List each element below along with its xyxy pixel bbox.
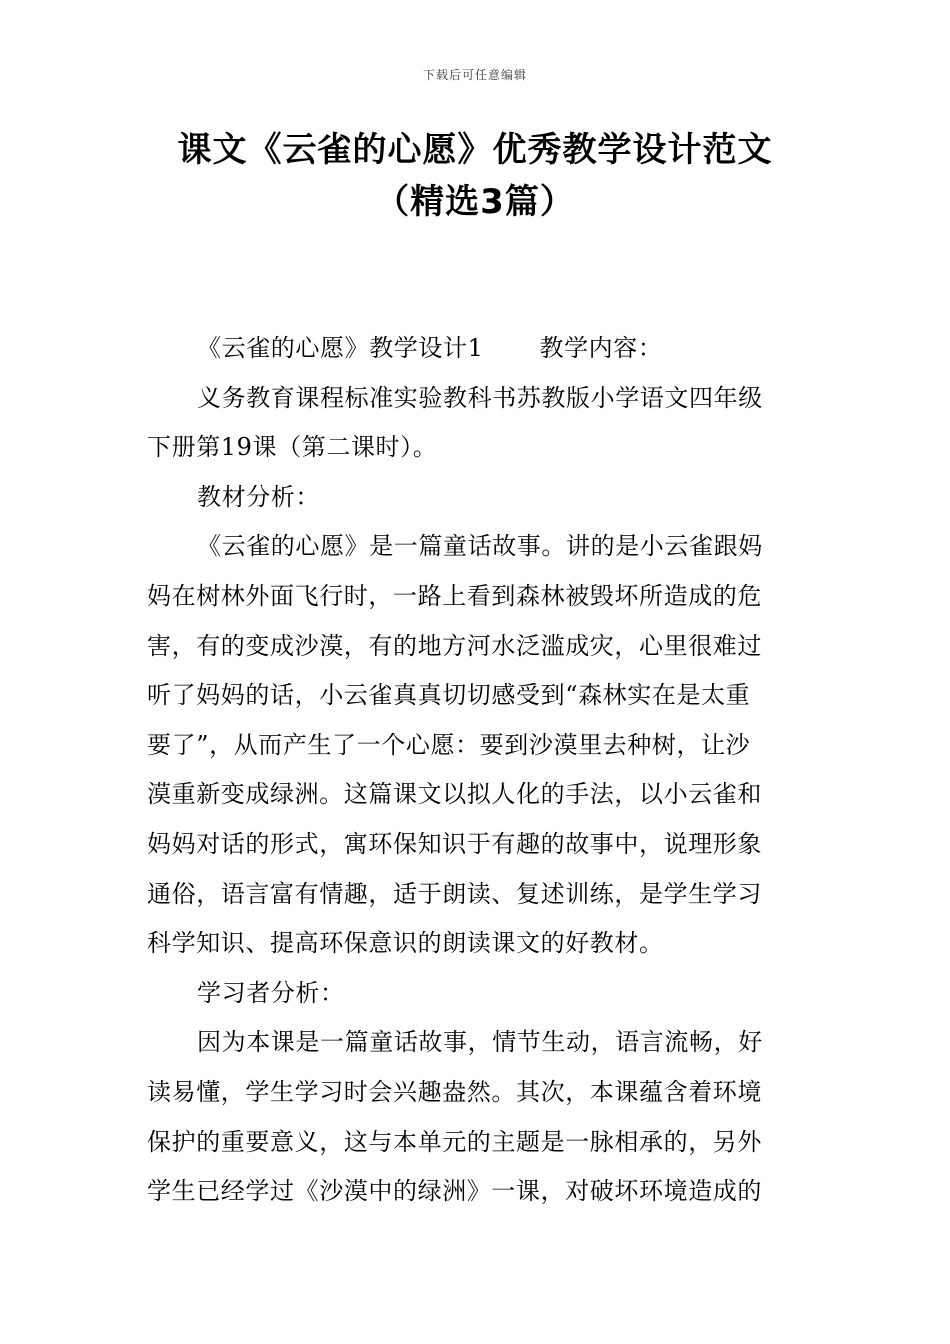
document-title-line-2: （精选3篇）	[375, 182, 575, 222]
body-line: 学生已经学过《沙漠中的绿洲》一课，对破坏环境造成的	[147, 1177, 762, 1206]
body-line	[147, 324, 807, 374]
body-line: 因为本课是一篇童话故事，情节生动，语言流畅，好	[197, 1028, 763, 1057]
section-heading-design-1: 《云雀的心愿》教学设计1	[197, 334, 484, 362]
body-line: 义务教育课程标准实验教科书苏教版小学语文四年级	[197, 383, 763, 412]
body-line: 妈在树林外面飞行时，一路上看到森林被毁坏所造成的危	[147, 581, 762, 610]
document-title-line-1: 课文《云雀的心愿》优秀教学设计范文	[177, 130, 773, 170]
body-line: 读易懂，学生学习时会兴趣盎然。其次，本课蕴含着环境	[147, 1077, 762, 1106]
header-note: 下载后可任意编辑	[422, 68, 527, 82]
section-heading-teaching-content: 教学内容：	[539, 334, 663, 362]
body-line: 通俗，语言富有情趣，适于朗读、复述训练，是学生学习	[147, 879, 762, 908]
body-line: 害，有的变成沙漠，有的地方河水泛滥成灾，心里很难过	[147, 631, 762, 660]
section-heading-material-analysis: 教材分析：	[197, 482, 320, 511]
body-line: 要了”，从而产生了一个心愿：要到沙漠里去种树，让沙	[147, 730, 751, 759]
body-line: 《云雀的心愿》是一篇童话故事。讲的是小云雀跟妈	[197, 532, 763, 561]
body-line: 听了妈妈的话，小云雀真真切切感受到“森林实在是太重	[147, 681, 751, 710]
body-line: 科学知识、提高环保意识的朗读课文的好教材。	[147, 929, 664, 958]
section-heading-learner-analysis: 学习者分析：	[197, 978, 345, 1007]
body-line: 漠重新变成绿洲。这篇课文以拟人化的手法，以小云雀和	[147, 780, 762, 809]
document-body	[147, 324, 807, 1217]
body-line: 下册第19课（第二课时）。	[147, 433, 438, 462]
body-line: 保护的重要意义，这与本单元的主题是一脉相承的，另外	[147, 1127, 762, 1156]
body-line: 妈妈对话的形式，寓环保知识于有趣的故事中，说理形象	[147, 829, 762, 858]
